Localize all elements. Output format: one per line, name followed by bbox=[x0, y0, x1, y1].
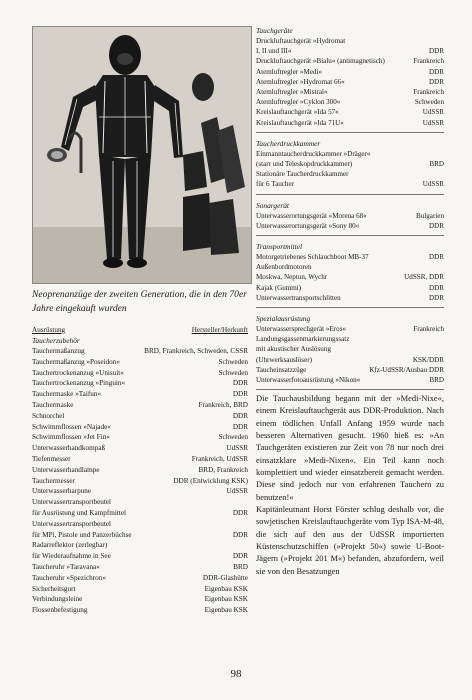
item-name: für MPi, Pistole und Panzerbüchse bbox=[32, 530, 132, 539]
table-row bbox=[32, 573, 248, 584]
item-origin: UdSSR bbox=[422, 118, 444, 127]
item-origin: Schweden bbox=[218, 357, 248, 366]
item-origin: DDR bbox=[429, 77, 444, 86]
table-row bbox=[256, 36, 444, 46]
item-name: Atemluftregler »Hydromat 66« bbox=[256, 77, 345, 86]
table-row bbox=[256, 221, 444, 231]
item-name: Atemluftregler »Cyklon 300« bbox=[256, 98, 341, 107]
table-row bbox=[256, 283, 444, 293]
item-name: Radarreflektor (zerlegbar) bbox=[32, 541, 108, 550]
item-origin: DDR-Glashütte bbox=[202, 573, 248, 582]
item-name: Unterwasserortungsgerät »Morena 68« bbox=[256, 211, 367, 220]
item-origin: DDR bbox=[429, 221, 444, 230]
table-row bbox=[32, 443, 248, 454]
section-divider bbox=[256, 194, 444, 195]
column-header-item: Ausrüstung bbox=[32, 326, 66, 334]
item-origin: UdSSR bbox=[422, 180, 444, 189]
table-row bbox=[32, 400, 248, 411]
item-origin: Eigenbau KSK bbox=[204, 584, 248, 593]
table-row bbox=[256, 324, 444, 334]
table-row bbox=[256, 107, 444, 117]
table-row bbox=[32, 551, 248, 562]
equipment-subtitle: Taucherzubehör bbox=[32, 336, 80, 345]
item-origin: Eigenbau KSK bbox=[204, 595, 248, 604]
item-origin: Bulgarien bbox=[416, 211, 444, 220]
table-row bbox=[32, 562, 248, 573]
item-name: für Wiederaufnahme in See bbox=[32, 552, 111, 561]
item-name: Taucheruhr »Spezichron« bbox=[32, 573, 106, 582]
section-divider bbox=[256, 132, 444, 133]
table-row bbox=[32, 497, 248, 508]
item-origin: DDR bbox=[232, 552, 248, 561]
item-name: Stationäre Taucherdruckkammer bbox=[256, 170, 349, 179]
page-number: 98 bbox=[230, 668, 242, 680]
item-origin: Schweden bbox=[218, 368, 248, 377]
item-name: für 6 Taucher bbox=[256, 180, 294, 189]
item-origin: DDR bbox=[429, 253, 444, 262]
item-name: (starr und Teleskopdruckkammer) bbox=[256, 160, 353, 169]
table-row bbox=[32, 530, 248, 541]
item-origin: Eigenbau KSK bbox=[204, 606, 248, 615]
table-row bbox=[256, 67, 444, 77]
table-row bbox=[256, 87, 444, 97]
equipment-table-right bbox=[256, 26, 444, 392]
table-row bbox=[256, 179, 444, 189]
item-name: I, II und III« bbox=[256, 47, 292, 56]
item-name: Schwimmflossen »Najade« bbox=[32, 422, 111, 431]
item-name: Außenbordmotoren bbox=[256, 263, 312, 272]
table-row bbox=[32, 605, 248, 616]
item-origin: DDR bbox=[429, 283, 444, 292]
item-origin: UdSSR, DDR bbox=[404, 273, 444, 282]
item-name: Tauchermaske »Taifun« bbox=[32, 390, 102, 399]
item-name: Unterwasserhandkompaß bbox=[32, 444, 106, 453]
table-row bbox=[256, 169, 444, 179]
section-divider bbox=[256, 307, 444, 308]
item-name: Schwimmflossen »Jet Fin« bbox=[32, 433, 110, 442]
item-origin: DDR bbox=[232, 390, 248, 399]
table-row bbox=[32, 594, 248, 605]
table-row bbox=[32, 378, 248, 389]
item-origin: BRD bbox=[429, 160, 444, 169]
table-row bbox=[256, 211, 444, 221]
item-origin: BRD, Frankreich bbox=[198, 465, 248, 474]
wetsuit-illustration bbox=[33, 27, 251, 283]
section-title: Tauchgeräte bbox=[256, 26, 293, 35]
item-name: Taucheruhr »Taravana« bbox=[32, 562, 100, 571]
item-name: Tauchermesser bbox=[32, 476, 75, 485]
item-name: Schnorchel bbox=[32, 411, 65, 420]
table-row bbox=[32, 584, 248, 595]
paragraph: Kapitänleutnant Horst Förster schlug deshalb vor, die sowjetischen Kreislauftauchgeräte vom Typ ISA-M-48, die sich auf den aus der UdSSR importierten Küstenschutzschiffen (»Projekt 50«) sowie U-Boot-Jägern (»Projekt 201 M«) befanden, abzufordern, weil sie von den Besatzungen bbox=[256, 504, 444, 576]
table-row bbox=[256, 375, 444, 385]
item-name: Unterwassertransportschlitten bbox=[256, 293, 341, 302]
item-name: Tauchermaßanzug »Poseidon« bbox=[32, 357, 120, 366]
section-title: Taucherdruckkammer bbox=[256, 138, 321, 148]
table-row bbox=[32, 486, 248, 497]
item-name: für Ausrüstung und Kampfmittel bbox=[32, 508, 127, 517]
table-row bbox=[256, 344, 444, 354]
table-row bbox=[256, 149, 444, 159]
item-name: Tiefenmesser bbox=[32, 454, 71, 463]
item-name: Druckluftauchgerät »Bialu« (antimagnetisch) bbox=[256, 57, 385, 66]
item-name: Landungsgassenmarkierungssatz bbox=[256, 335, 350, 344]
section-title: Sonargerät bbox=[256, 200, 289, 210]
table-row bbox=[32, 508, 248, 519]
item-name: Unterwasserortungsgerät »Sony 80« bbox=[256, 221, 360, 230]
table-row bbox=[256, 262, 444, 272]
column-header-origin: Hersteller/Herkunft bbox=[191, 326, 248, 334]
section-divider bbox=[256, 389, 444, 390]
item-origin: KSK/DDR bbox=[412, 355, 444, 364]
item-name: Unterwasserhandlampe bbox=[32, 465, 100, 474]
section-title: Transportmittel bbox=[256, 242, 302, 252]
table-row bbox=[32, 476, 248, 487]
table-row bbox=[256, 293, 444, 303]
table-row bbox=[256, 97, 444, 107]
item-origin: BRD bbox=[429, 376, 444, 385]
item-name: Tauchermaßanzug bbox=[32, 347, 85, 355]
item-origin: DDR bbox=[232, 379, 248, 388]
item-origin: DDR bbox=[232, 422, 248, 431]
item-origin: Frankreich, UdSSR bbox=[191, 454, 248, 463]
item-name: Moskwa, Neptun, Wychr bbox=[256, 273, 328, 282]
table-row bbox=[32, 411, 248, 422]
body-text bbox=[256, 392, 444, 577]
item-origin: DDR bbox=[232, 411, 248, 420]
table-row bbox=[256, 272, 444, 282]
item-name: Taucheinsatzzüge bbox=[256, 365, 307, 374]
item-origin: Frankreich bbox=[413, 325, 444, 334]
paragraph: Die Tauchausbildung begann mit der »Medi-Nixe«, einem Kreislauftauchgerät aus DDR-Produktion. Nach einem tödlichen Unfall Anfang 1959 wurde nach besseren Alternativen gesucht. 1960 hieß es: »An Tauchgeräten existieren zur Zeit von 78 nur noch drei einsatzklare »Medi-Nixen«. Ein Teil kann noch komplettiert und wieder einsatzbereit gemacht werden. Diese sind jedoch nur von erfahrenen Tauchern zu benutzen!« bbox=[256, 393, 444, 502]
table-row bbox=[32, 368, 248, 379]
table-row bbox=[256, 159, 444, 169]
item-name: Kajak (Gummi) bbox=[256, 283, 302, 292]
item-origin: Frankreich bbox=[413, 88, 444, 97]
item-origin: UdSSR bbox=[422, 108, 444, 117]
item-name: mit akustischer Auslösung bbox=[256, 345, 331, 354]
item-name: Flossenbefestigung bbox=[32, 606, 88, 615]
table-row bbox=[32, 465, 248, 476]
section-divider bbox=[256, 235, 444, 236]
item-name: Verbindungsleine bbox=[32, 595, 83, 604]
item-name: Druckluftauchgerät »Hydromat bbox=[256, 37, 346, 45]
table-row bbox=[32, 422, 248, 433]
item-name: Atemluftregler »Medi« bbox=[256, 67, 322, 76]
item-origin: UdSSR bbox=[226, 444, 248, 453]
item-origin: DDR bbox=[429, 293, 444, 302]
item-name: Unterwasserharpune bbox=[32, 487, 92, 496]
item-name: Tauchermaske bbox=[32, 400, 74, 409]
table-row bbox=[256, 365, 444, 375]
item-name: Einmanntaucherdruckkammer »Dräger« bbox=[256, 149, 371, 158]
item-origin: Kfz-UdSSR/Ausbau DDR bbox=[369, 365, 444, 374]
item-origin: DDR bbox=[429, 47, 444, 56]
item-name: Unterwassertransportbeutel bbox=[32, 498, 112, 507]
item-origin: Schweden bbox=[218, 433, 248, 442]
item-name: Atemluftregler »Mistral« bbox=[256, 88, 328, 97]
table-row bbox=[32, 454, 248, 465]
item-name: Sicherheitsgurt bbox=[32, 584, 76, 593]
item-origin: Frankreich, BRD bbox=[198, 400, 248, 409]
table-row bbox=[32, 540, 248, 551]
item-name: Kreislauftauchgerät »Ida 71U« bbox=[256, 118, 344, 127]
table-row bbox=[32, 346, 248, 357]
photo-caption: Neoprenanzüge der zweiten Generation, die in den 70er Jahre eingekauft wurden bbox=[32, 289, 247, 314]
item-origin: BRD, Frankreich, Schweden, CSSR bbox=[144, 347, 248, 355]
section-title: Spezialausrüstung bbox=[256, 314, 311, 324]
table-row bbox=[256, 77, 444, 87]
table-row bbox=[256, 334, 444, 344]
item-origin: DDR bbox=[232, 508, 248, 517]
item-name: Kreislauftauchgerät »Ida 57« bbox=[256, 108, 339, 117]
table-row bbox=[32, 432, 248, 443]
item-name: Unterwasserfotoausrüstung »Nikon« bbox=[256, 376, 361, 385]
item-origin: BRD bbox=[233, 562, 248, 571]
item-name: (Uhrwerksauslöser) bbox=[256, 355, 312, 364]
item-name: Motorgetriebenes Schlauchboot MB-37 bbox=[256, 253, 369, 262]
item-origin: DDR bbox=[429, 67, 444, 76]
item-origin: Schweden bbox=[414, 98, 444, 107]
table-row bbox=[32, 389, 248, 400]
item-origin: DDR (Entwicklung KSK) bbox=[173, 476, 248, 485]
item-name: Unterwassertransportbeutel bbox=[32, 519, 112, 528]
table-row bbox=[32, 519, 248, 530]
item-name: Tauchertrockenanzug »Unisuit« bbox=[32, 368, 124, 377]
item-name: Tauchertrockenanzug »Pinguin« bbox=[32, 379, 126, 388]
wetsuit-photo bbox=[32, 26, 252, 284]
table-row bbox=[256, 46, 444, 56]
item-origin: DDR bbox=[232, 530, 248, 539]
equipment-table bbox=[32, 346, 248, 616]
table-row bbox=[256, 252, 444, 262]
item-name: Unterwassersprechgerät »Eros« bbox=[256, 325, 347, 334]
table-row bbox=[256, 355, 444, 365]
table-row bbox=[32, 357, 248, 368]
equipment-table-header bbox=[32, 326, 248, 334]
table-row bbox=[256, 118, 444, 128]
item-origin: UdSSR bbox=[226, 487, 248, 496]
item-origin: Frankreich bbox=[413, 57, 444, 66]
table-row bbox=[256, 56, 444, 66]
